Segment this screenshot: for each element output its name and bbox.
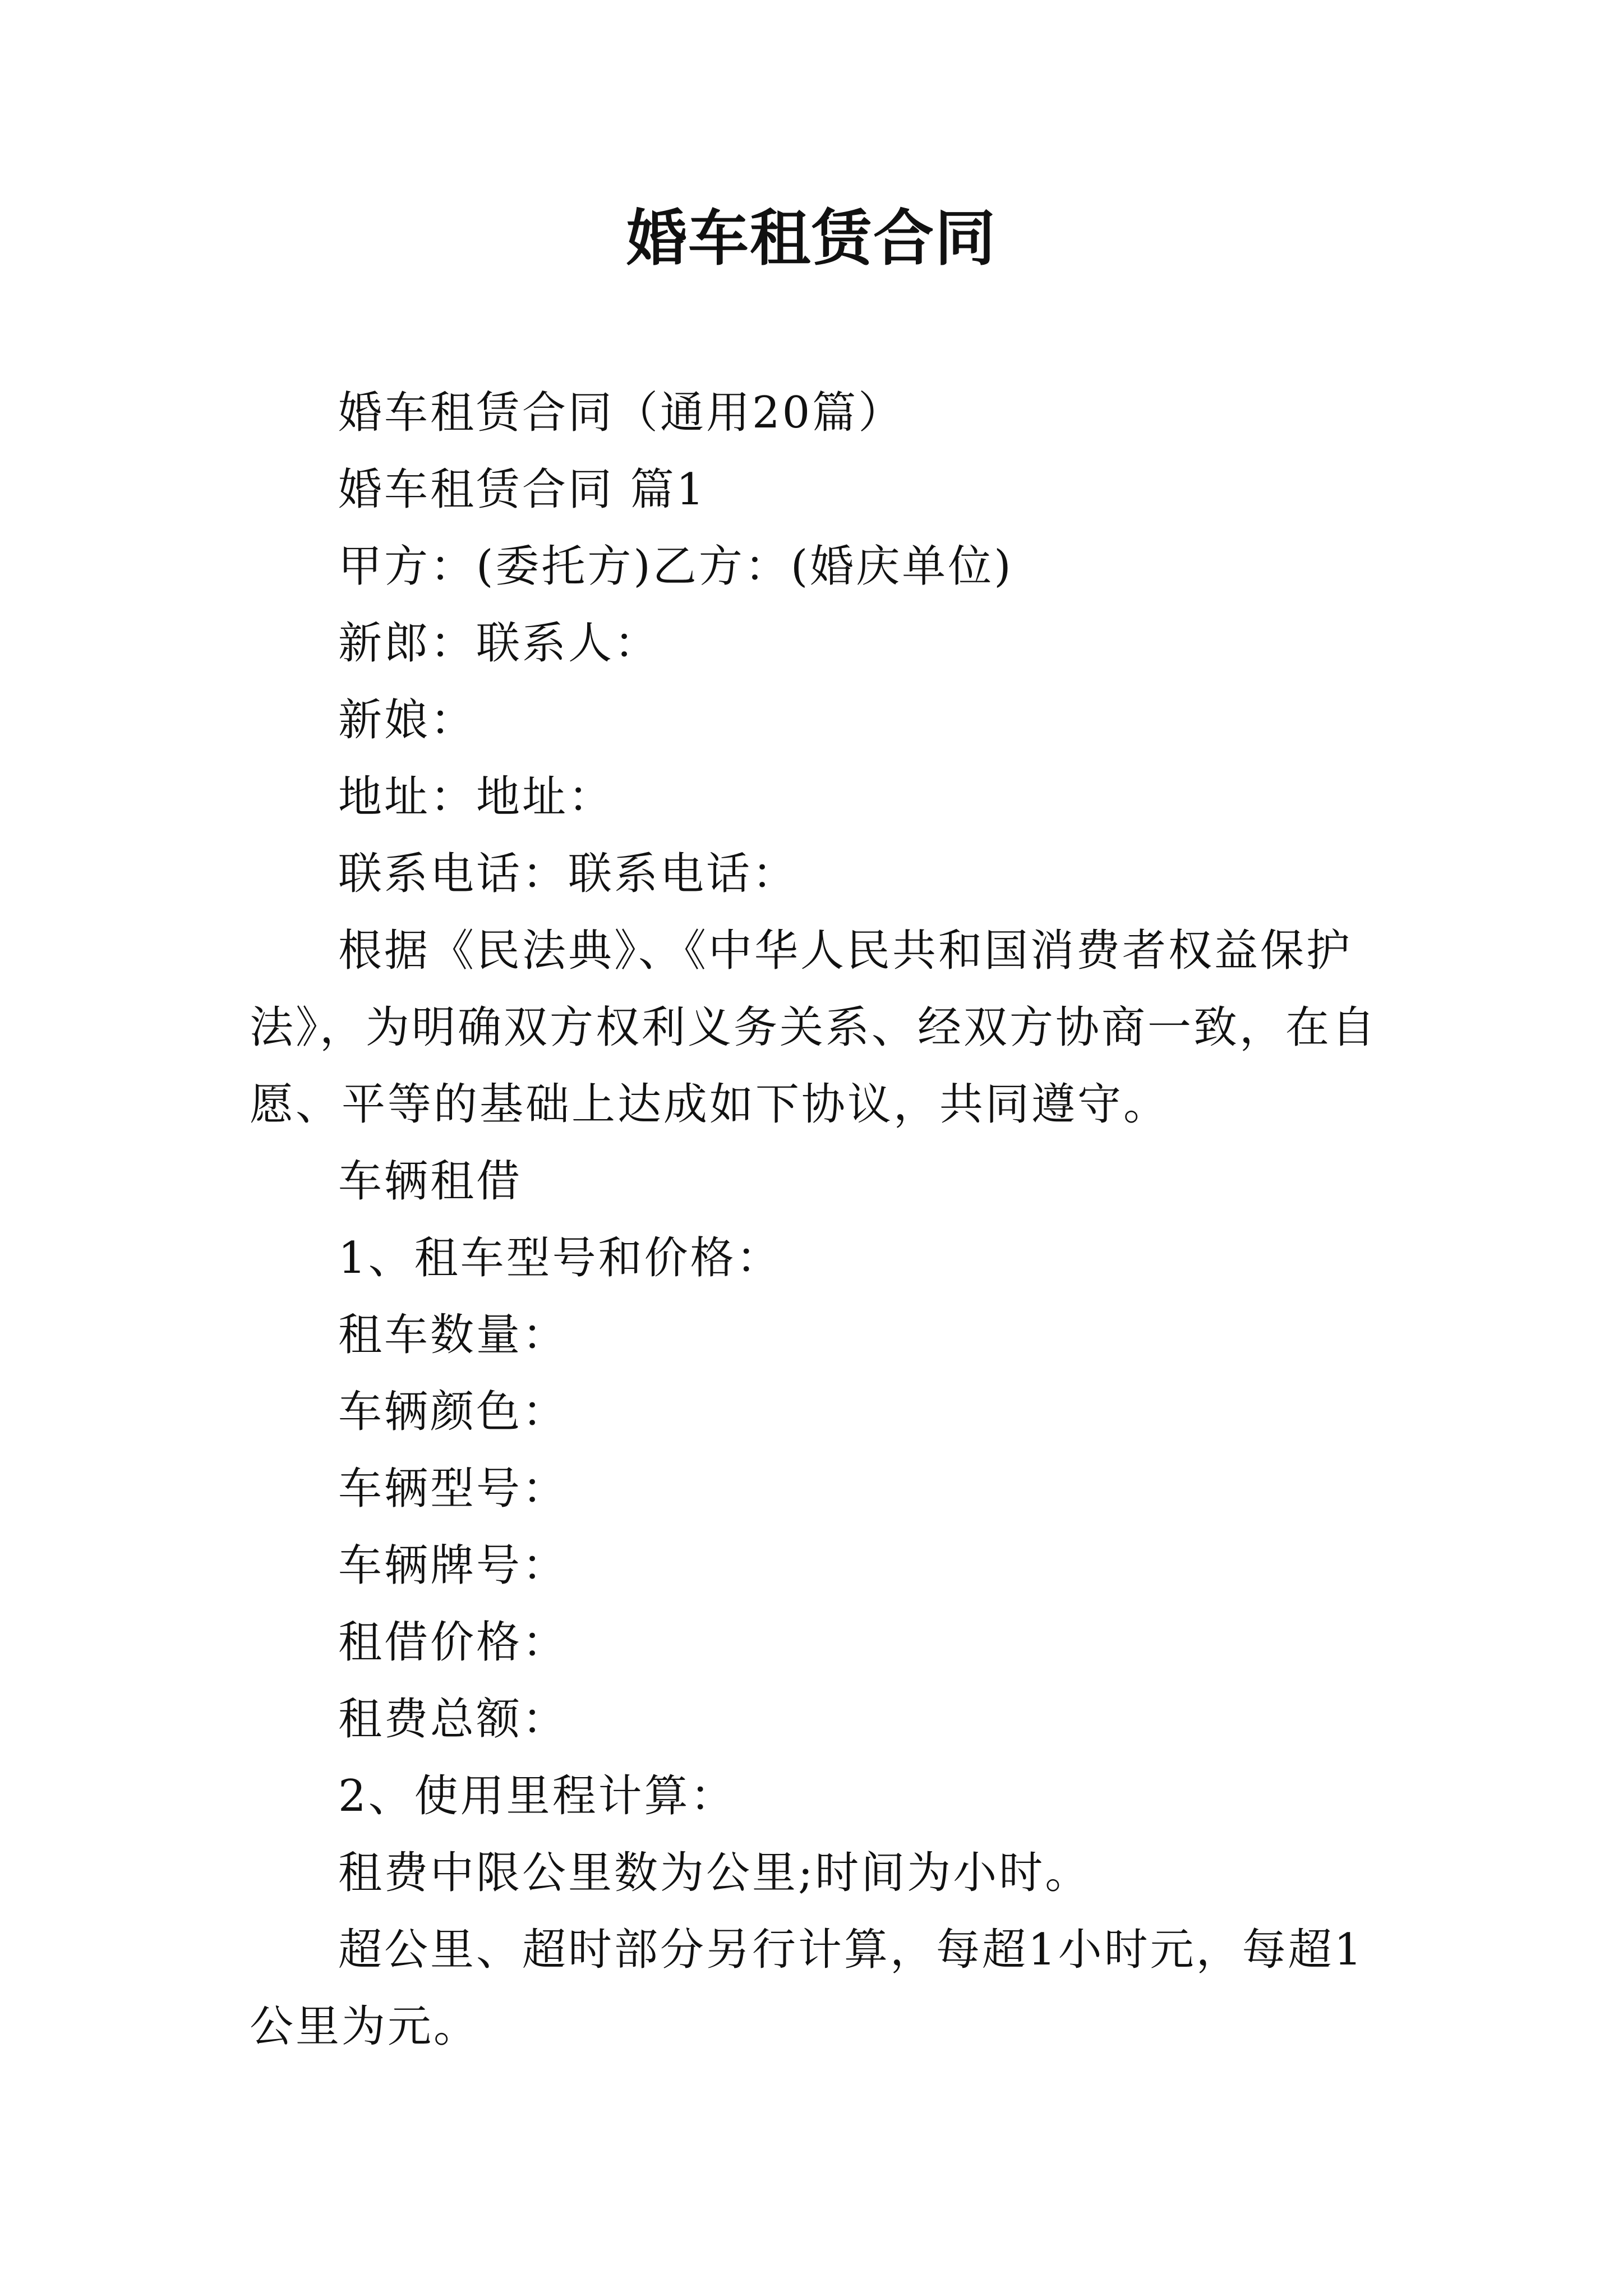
paragraph: 租费中限公里数为公里;时间为小时。 xyxy=(338,1848,1091,1898)
paragraph: 地址：地址： xyxy=(338,772,615,822)
paragraph: 婚车租赁合同（通用20篇） xyxy=(338,388,905,438)
paragraph: 租费总额： xyxy=(338,1694,569,1745)
paragraph: 联系电话：联系电话： xyxy=(338,849,799,899)
paragraph: 租借价格： xyxy=(338,1617,569,1668)
paragraph: 1、租车型号和价格： xyxy=(338,1233,782,1283)
paragraph: 甲方：(委托方)乙方：(婚庆单位) xyxy=(338,541,1013,592)
paragraph: 新郎：联系人： xyxy=(338,618,661,669)
paragraph: 租车数量： xyxy=(338,1310,569,1360)
paragraph: 婚车租赁合同 篇1 xyxy=(338,464,707,515)
paragraph: 2、使用里程计算： xyxy=(338,1771,736,1821)
paragraph: 车辆租借 xyxy=(338,1156,523,1207)
document-title: 婚车租赁合同 xyxy=(626,203,997,274)
paragraph: 车辆牌号： xyxy=(338,1540,569,1591)
paragraph: 车辆型号： xyxy=(338,1464,569,1514)
paragraph: 根据《民法典》、《中华人民共和国消费者权益保护法》，为明确双方权利义务关系、经双方协商一致，在自愿、平等的基础上达成如下协议，共同遵守。 xyxy=(250,926,1378,1130)
paragraph: 车辆颜色： xyxy=(338,1387,569,1437)
paragraph: 新娘： xyxy=(338,695,477,746)
document-body xyxy=(250,375,1382,2065)
paragraph: 超公里、超时部分另行计算，每超1小时元，每超1公里为元。 xyxy=(250,1925,1364,2052)
